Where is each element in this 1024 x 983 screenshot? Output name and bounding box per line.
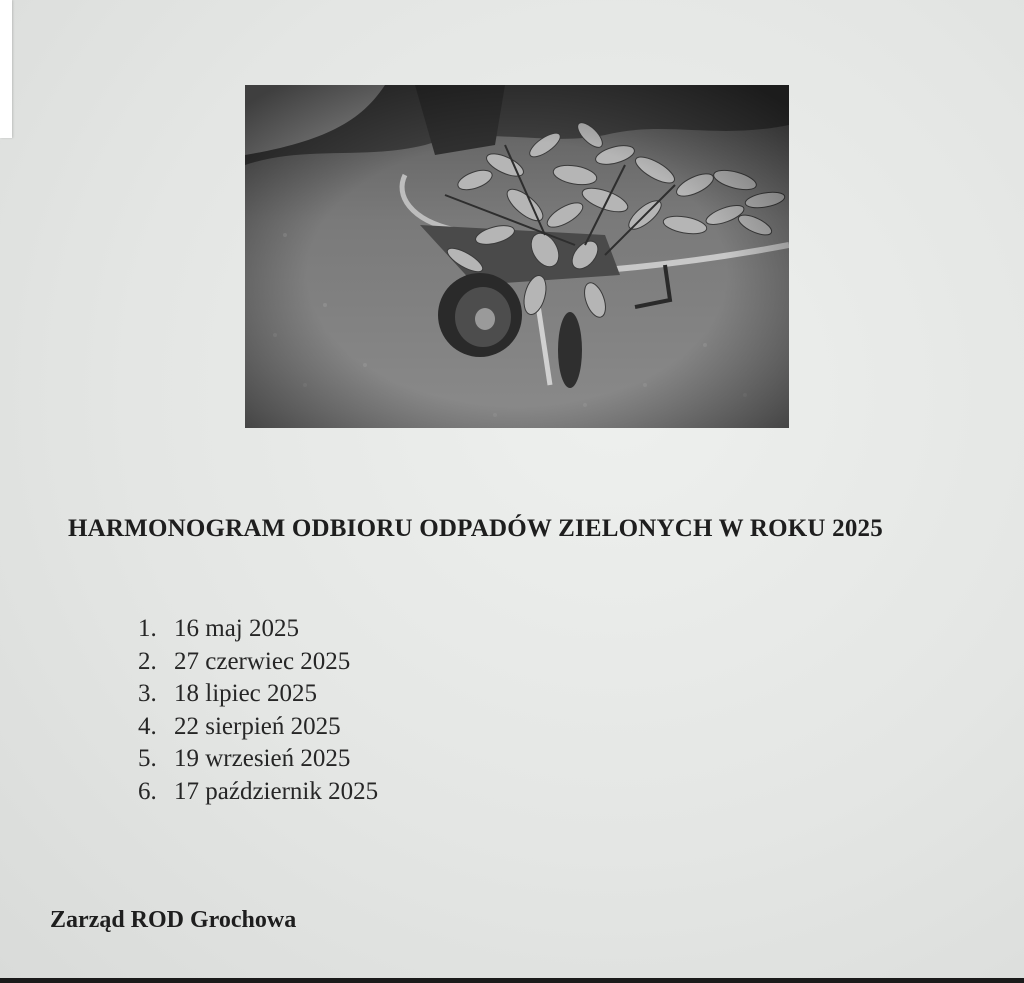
page-edge-strip	[0, 0, 12, 138]
list-item-number: 4.	[138, 712, 157, 740]
list-item-date: 17 październik 2025	[174, 777, 379, 805]
wheelbarrow-illustration	[245, 85, 789, 428]
list-item-number: 1.	[138, 615, 157, 642]
document-title: HARMONOGRAM ODBIORU ODPADÓW ZIELONYCH W ROKU 2025	[68, 515, 883, 542]
list-item-date: 18 lipiec 2025	[174, 680, 318, 707]
list-item-number: 3.	[138, 680, 157, 707]
wheelbarrow-leaves-photo	[245, 85, 789, 428]
list-item-number: 5.	[138, 745, 157, 772]
list-item-date: 19 wrzesień 2025	[174, 745, 351, 772]
signature-footer: Zarząd ROD Grochowa	[50, 907, 297, 933]
list-item-date: 27 czerwiec 2025	[174, 647, 351, 675]
list-item	[138, 613, 378, 646]
list-item	[138, 776, 378, 809]
list-item	[138, 743, 378, 776]
list-item	[138, 711, 378, 744]
collection-dates-list	[138, 613, 378, 808]
list-item	[138, 646, 378, 679]
list-item-number: 2.	[138, 647, 157, 675]
list-item-number: 6.	[138, 777, 157, 805]
list-item	[138, 678, 378, 711]
list-item-date: 22 sierpień 2025	[174, 712, 341, 740]
list-item-date: 16 maj 2025	[174, 615, 299, 642]
